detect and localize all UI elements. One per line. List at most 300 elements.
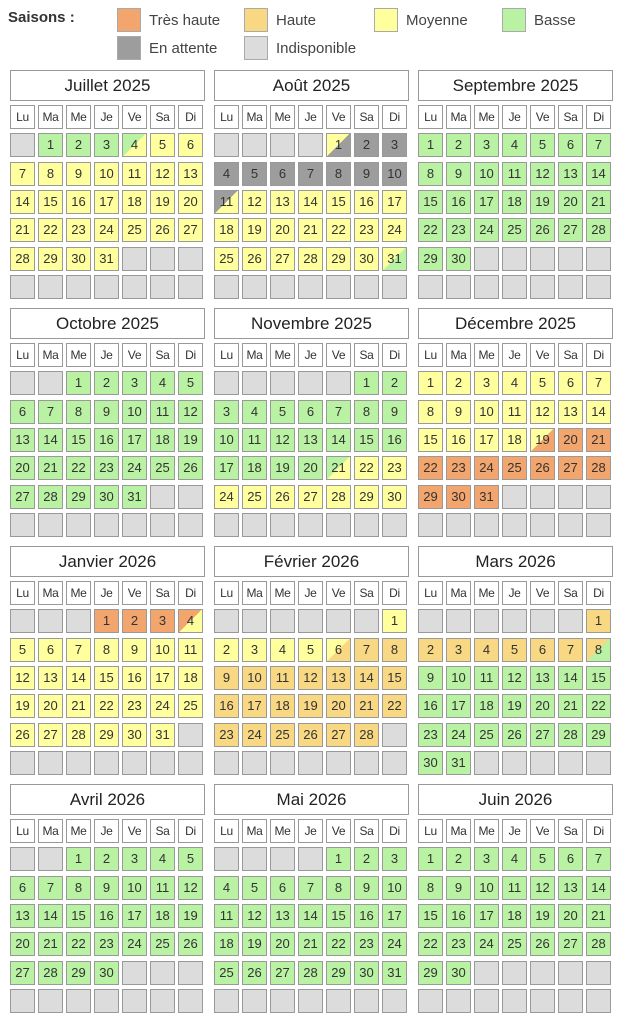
day-cell[interactable]: 21: [66, 694, 91, 718]
day-cell[interactable]: 15: [586, 666, 611, 690]
day-cell[interactable]: 6: [10, 876, 35, 900]
day-cell[interactable]: 17: [150, 666, 175, 690]
day-cell[interactable]: 14: [38, 904, 63, 928]
day-cell[interactable]: 20: [10, 932, 35, 956]
day-cell[interactable]: 18: [178, 666, 203, 690]
day-cell[interactable]: 21: [354, 694, 379, 718]
day-cell[interactable]: 15: [66, 428, 91, 452]
day-cell[interactable]: 15: [326, 904, 351, 928]
day-cell[interactable]: 13: [38, 666, 63, 690]
day-cell[interactable]: 8: [418, 876, 443, 900]
day-cell[interactable]: 8: [418, 400, 443, 424]
day-cell[interactable]: 13: [270, 190, 295, 214]
day-cell[interactable]: 5: [530, 847, 555, 871]
day-cell[interactable]: 29: [38, 247, 63, 271]
day-cell[interactable]: 10: [214, 428, 239, 452]
day-cell[interactable]: 15: [418, 190, 443, 214]
day-cell[interactable]: 23: [446, 932, 471, 956]
day-cell[interactable]: 19: [178, 428, 203, 452]
day-cell[interactable]: 27: [558, 218, 583, 242]
day-cell[interactable]: 30: [94, 485, 119, 509]
day-cell[interactable]: 14: [10, 190, 35, 214]
day-cell[interactable]: 27: [270, 247, 295, 271]
day-cell[interactable]: 19: [530, 190, 555, 214]
day-cell[interactable]: 11: [242, 428, 267, 452]
day-cell[interactable]: 27: [10, 961, 35, 985]
day-cell[interactable]: 12: [178, 876, 203, 900]
day-cell[interactable]: 22: [586, 694, 611, 718]
day-cell[interactable]: 18: [502, 428, 527, 452]
day-cell[interactable]: 9: [418, 666, 443, 690]
day-cell[interactable]: 5: [150, 133, 175, 157]
day-cell[interactable]: 1: [94, 609, 119, 633]
day-cell[interactable]: 5: [10, 638, 35, 662]
day-cell[interactable]: 6: [530, 638, 555, 662]
day-cell[interactable]: 17: [94, 190, 119, 214]
day-cell[interactable]: 5: [530, 371, 555, 395]
day-cell[interactable]: 19: [298, 694, 323, 718]
day-cell[interactable]: 18: [502, 190, 527, 214]
day-cell[interactable]: 16: [418, 694, 443, 718]
day-cell[interactable]: 3: [122, 371, 147, 395]
day-cell[interactable]: 29: [66, 485, 91, 509]
day-cell[interactable]: 22: [326, 932, 351, 956]
day-cell[interactable]: 14: [38, 428, 63, 452]
day-cell[interactable]: 11: [150, 400, 175, 424]
day-cell[interactable]: 9: [66, 162, 91, 186]
day-cell[interactable]: 6: [558, 847, 583, 871]
day-cell[interactable]: 18: [122, 190, 147, 214]
day-cell[interactable]: 25: [242, 485, 267, 509]
day-cell[interactable]: 4: [474, 638, 499, 662]
day-cell[interactable]: 22: [66, 932, 91, 956]
day-cell[interactable]: 19: [270, 456, 295, 480]
day-cell[interactable]: 28: [326, 485, 351, 509]
day-cell[interactable]: 2: [354, 847, 379, 871]
day-cell[interactable]: 9: [446, 162, 471, 186]
day-cell[interactable]: 11: [122, 162, 147, 186]
day-cell[interactable]: 4: [122, 133, 147, 157]
day-cell[interactable]: 11: [214, 904, 239, 928]
day-cell[interactable]: 28: [298, 961, 323, 985]
day-cell[interactable]: 30: [446, 961, 471, 985]
day-cell[interactable]: 22: [418, 218, 443, 242]
day-cell[interactable]: 25: [122, 218, 147, 242]
day-cell[interactable]: 26: [178, 932, 203, 956]
day-cell[interactable]: 29: [354, 485, 379, 509]
day-cell[interactable]: 26: [150, 218, 175, 242]
day-cell[interactable]: 15: [66, 904, 91, 928]
day-cell[interactable]: 27: [298, 485, 323, 509]
day-cell[interactable]: 22: [382, 694, 407, 718]
day-cell[interactable]: 4: [150, 847, 175, 871]
day-cell[interactable]: 12: [242, 904, 267, 928]
day-cell[interactable]: 26: [178, 456, 203, 480]
day-cell[interactable]: 11: [474, 666, 499, 690]
day-cell[interactable]: 9: [354, 162, 379, 186]
day-cell[interactable]: 14: [298, 904, 323, 928]
day-cell[interactable]: 10: [122, 400, 147, 424]
day-cell[interactable]: 26: [530, 218, 555, 242]
day-cell[interactable]: 17: [474, 190, 499, 214]
day-cell[interactable]: 6: [270, 876, 295, 900]
day-cell[interactable]: 31: [122, 485, 147, 509]
day-cell[interactable]: 30: [94, 961, 119, 985]
day-cell[interactable]: 12: [242, 190, 267, 214]
day-cell[interactable]: 13: [10, 428, 35, 452]
day-cell[interactable]: 13: [558, 162, 583, 186]
day-cell[interactable]: 31: [382, 961, 407, 985]
day-cell[interactable]: 2: [382, 371, 407, 395]
day-cell[interactable]: 5: [178, 371, 203, 395]
day-cell[interactable]: 7: [354, 638, 379, 662]
day-cell[interactable]: 17: [474, 904, 499, 928]
day-cell[interactable]: 14: [586, 876, 611, 900]
day-cell[interactable]: 29: [326, 961, 351, 985]
day-cell[interactable]: 20: [10, 456, 35, 480]
day-cell[interactable]: 11: [502, 162, 527, 186]
day-cell[interactable]: 12: [530, 876, 555, 900]
day-cell[interactable]: 14: [326, 428, 351, 452]
day-cell[interactable]: 10: [94, 162, 119, 186]
day-cell[interactable]: 10: [150, 638, 175, 662]
day-cell[interactable]: 25: [502, 932, 527, 956]
day-cell[interactable]: 7: [38, 876, 63, 900]
day-cell[interactable]: 25: [502, 456, 527, 480]
day-cell[interactable]: 27: [270, 961, 295, 985]
day-cell[interactable]: 3: [474, 133, 499, 157]
day-cell[interactable]: 26: [10, 723, 35, 747]
day-cell[interactable]: 17: [122, 904, 147, 928]
day-cell[interactable]: 27: [558, 932, 583, 956]
day-cell[interactable]: 9: [122, 638, 147, 662]
day-cell[interactable]: 4: [242, 400, 267, 424]
day-cell[interactable]: 23: [66, 218, 91, 242]
day-cell[interactable]: 3: [150, 609, 175, 633]
day-cell[interactable]: 6: [270, 162, 295, 186]
day-cell[interactable]: 24: [474, 932, 499, 956]
day-cell[interactable]: 14: [586, 162, 611, 186]
day-cell[interactable]: 22: [38, 218, 63, 242]
day-cell[interactable]: 8: [38, 162, 63, 186]
day-cell[interactable]: 10: [474, 400, 499, 424]
day-cell[interactable]: 30: [122, 723, 147, 747]
day-cell[interactable]: 4: [150, 371, 175, 395]
day-cell[interactable]: 18: [242, 456, 267, 480]
day-cell[interactable]: 20: [530, 694, 555, 718]
day-cell[interactable]: 25: [178, 694, 203, 718]
day-cell[interactable]: 11: [214, 190, 239, 214]
day-cell[interactable]: 12: [530, 400, 555, 424]
day-cell[interactable]: 16: [94, 904, 119, 928]
day-cell[interactable]: 16: [446, 428, 471, 452]
day-cell[interactable]: 16: [94, 428, 119, 452]
day-cell[interactable]: 12: [270, 428, 295, 452]
day-cell[interactable]: 5: [502, 638, 527, 662]
day-cell[interactable]: 8: [354, 400, 379, 424]
day-cell[interactable]: 26: [242, 247, 267, 271]
day-cell[interactable]: 9: [214, 666, 239, 690]
day-cell[interactable]: 17: [382, 190, 407, 214]
day-cell[interactable]: 21: [10, 218, 35, 242]
day-cell[interactable]: 10: [242, 666, 267, 690]
day-cell[interactable]: 1: [418, 847, 443, 871]
day-cell[interactable]: 1: [586, 609, 611, 633]
day-cell[interactable]: 16: [354, 904, 379, 928]
day-cell[interactable]: 6: [326, 638, 351, 662]
day-cell[interactable]: 31: [474, 485, 499, 509]
day-cell[interactable]: 19: [150, 190, 175, 214]
day-cell[interactable]: 22: [418, 456, 443, 480]
day-cell[interactable]: 2: [66, 133, 91, 157]
day-cell[interactable]: 8: [66, 876, 91, 900]
day-cell[interactable]: 14: [298, 190, 323, 214]
day-cell[interactable]: 18: [214, 932, 239, 956]
day-cell[interactable]: 15: [382, 666, 407, 690]
day-cell[interactable]: 15: [38, 190, 63, 214]
day-cell[interactable]: 16: [446, 904, 471, 928]
day-cell[interactable]: 4: [502, 371, 527, 395]
day-cell[interactable]: 5: [530, 133, 555, 157]
day-cell[interactable]: 12: [150, 162, 175, 186]
day-cell[interactable]: 7: [66, 638, 91, 662]
day-cell[interactable]: 21: [38, 456, 63, 480]
day-cell[interactable]: 20: [558, 190, 583, 214]
day-cell[interactable]: 11: [502, 876, 527, 900]
day-cell[interactable]: 9: [382, 400, 407, 424]
day-cell[interactable]: 2: [446, 847, 471, 871]
day-cell[interactable]: 7: [586, 847, 611, 871]
day-cell[interactable]: 17: [446, 694, 471, 718]
day-cell[interactable]: 8: [382, 638, 407, 662]
day-cell[interactable]: 3: [382, 847, 407, 871]
day-cell[interactable]: 6: [298, 400, 323, 424]
day-cell[interactable]: 18: [474, 694, 499, 718]
day-cell[interactable]: 22: [94, 694, 119, 718]
day-cell[interactable]: 28: [586, 932, 611, 956]
day-cell[interactable]: 13: [298, 428, 323, 452]
day-cell[interactable]: 25: [150, 932, 175, 956]
day-cell[interactable]: 26: [242, 961, 267, 985]
day-cell[interactable]: 13: [270, 904, 295, 928]
day-cell[interactable]: 23: [214, 723, 239, 747]
day-cell[interactable]: 3: [94, 133, 119, 157]
day-cell[interactable]: 21: [586, 190, 611, 214]
day-cell[interactable]: 27: [530, 723, 555, 747]
day-cell[interactable]: 24: [474, 456, 499, 480]
day-cell[interactable]: 26: [270, 485, 295, 509]
day-cell[interactable]: 3: [474, 847, 499, 871]
day-cell[interactable]: 25: [502, 218, 527, 242]
day-cell[interactable]: 11: [150, 876, 175, 900]
day-cell[interactable]: 20: [270, 932, 295, 956]
day-cell[interactable]: 16: [214, 694, 239, 718]
day-cell[interactable]: 25: [214, 247, 239, 271]
day-cell[interactable]: 15: [354, 428, 379, 452]
day-cell[interactable]: 12: [502, 666, 527, 690]
day-cell[interactable]: 26: [530, 456, 555, 480]
day-cell[interactable]: 24: [214, 485, 239, 509]
day-cell[interactable]: 5: [178, 847, 203, 871]
day-cell[interactable]: 31: [94, 247, 119, 271]
day-cell[interactable]: 23: [418, 723, 443, 747]
day-cell[interactable]: 21: [298, 218, 323, 242]
day-cell[interactable]: 29: [418, 485, 443, 509]
day-cell[interactable]: 12: [178, 400, 203, 424]
day-cell[interactable]: 3: [474, 371, 499, 395]
day-cell[interactable]: 24: [382, 218, 407, 242]
day-cell[interactable]: 26: [298, 723, 323, 747]
day-cell[interactable]: 20: [298, 456, 323, 480]
day-cell[interactable]: 23: [354, 932, 379, 956]
day-cell[interactable]: 16: [122, 666, 147, 690]
day-cell[interactable]: 25: [474, 723, 499, 747]
day-cell[interactable]: 25: [150, 456, 175, 480]
day-cell[interactable]: 27: [38, 723, 63, 747]
day-cell[interactable]: 7: [326, 400, 351, 424]
day-cell[interactable]: 8: [326, 162, 351, 186]
day-cell[interactable]: 31: [446, 751, 471, 775]
day-cell[interactable]: 18: [502, 904, 527, 928]
day-cell[interactable]: 17: [122, 428, 147, 452]
day-cell[interactable]: 28: [586, 218, 611, 242]
day-cell[interactable]: 20: [178, 190, 203, 214]
day-cell[interactable]: 13: [10, 904, 35, 928]
day-cell[interactable]: 29: [94, 723, 119, 747]
day-cell[interactable]: 28: [66, 723, 91, 747]
day-cell[interactable]: 7: [586, 133, 611, 157]
day-cell[interactable]: 7: [38, 400, 63, 424]
day-cell[interactable]: 12: [530, 162, 555, 186]
day-cell[interactable]: 23: [94, 932, 119, 956]
day-cell[interactable]: 26: [530, 932, 555, 956]
day-cell[interactable]: 14: [558, 666, 583, 690]
day-cell[interactable]: 4: [178, 609, 203, 633]
day-cell[interactable]: 3: [122, 847, 147, 871]
day-cell[interactable]: 30: [66, 247, 91, 271]
day-cell[interactable]: 29: [586, 723, 611, 747]
day-cell[interactable]: 30: [446, 485, 471, 509]
day-cell[interactable]: 8: [418, 162, 443, 186]
day-cell[interactable]: 1: [382, 609, 407, 633]
day-cell[interactable]: 17: [382, 904, 407, 928]
day-cell[interactable]: 22: [66, 456, 91, 480]
day-cell[interactable]: 22: [326, 218, 351, 242]
day-cell[interactable]: 1: [326, 847, 351, 871]
day-cell[interactable]: 25: [270, 723, 295, 747]
day-cell[interactable]: 4: [502, 847, 527, 871]
day-cell[interactable]: 28: [354, 723, 379, 747]
day-cell[interactable]: 24: [150, 694, 175, 718]
day-cell[interactable]: 3: [214, 400, 239, 424]
day-cell[interactable]: 3: [382, 133, 407, 157]
day-cell[interactable]: 9: [354, 876, 379, 900]
day-cell[interactable]: 19: [242, 932, 267, 956]
day-cell[interactable]: 16: [66, 190, 91, 214]
day-cell[interactable]: 1: [66, 847, 91, 871]
day-cell[interactable]: 20: [38, 694, 63, 718]
day-cell[interactable]: 7: [10, 162, 35, 186]
day-cell[interactable]: 12: [298, 666, 323, 690]
day-cell[interactable]: 2: [446, 371, 471, 395]
day-cell[interactable]: 18: [150, 904, 175, 928]
day-cell[interactable]: 24: [122, 456, 147, 480]
day-cell[interactable]: 30: [418, 751, 443, 775]
day-cell[interactable]: 20: [558, 428, 583, 452]
day-cell[interactable]: 3: [446, 638, 471, 662]
day-cell[interactable]: 29: [326, 247, 351, 271]
day-cell[interactable]: 9: [446, 400, 471, 424]
day-cell[interactable]: 12: [10, 666, 35, 690]
day-cell[interactable]: 3: [242, 638, 267, 662]
day-cell[interactable]: 11: [502, 400, 527, 424]
day-cell[interactable]: 29: [66, 961, 91, 985]
day-cell[interactable]: 8: [586, 638, 611, 662]
day-cell[interactable]: 30: [446, 247, 471, 271]
day-cell[interactable]: 21: [586, 428, 611, 452]
day-cell[interactable]: 29: [418, 961, 443, 985]
day-cell[interactable]: 21: [38, 932, 63, 956]
day-cell[interactable]: 13: [326, 666, 351, 690]
day-cell[interactable]: 21: [558, 694, 583, 718]
day-cell[interactable]: 27: [10, 485, 35, 509]
day-cell[interactable]: 26: [502, 723, 527, 747]
day-cell[interactable]: 15: [418, 904, 443, 928]
day-cell[interactable]: 6: [38, 638, 63, 662]
day-cell[interactable]: 19: [530, 904, 555, 928]
day-cell[interactable]: 7: [298, 162, 323, 186]
day-cell[interactable]: 9: [446, 876, 471, 900]
day-cell[interactable]: 10: [122, 876, 147, 900]
day-cell[interactable]: 16: [446, 190, 471, 214]
day-cell[interactable]: 28: [298, 247, 323, 271]
day-cell[interactable]: 20: [558, 904, 583, 928]
day-cell[interactable]: 19: [530, 428, 555, 452]
day-cell[interactable]: 2: [122, 609, 147, 633]
day-cell[interactable]: 27: [558, 456, 583, 480]
day-cell[interactable]: 24: [382, 932, 407, 956]
day-cell[interactable]: 8: [326, 876, 351, 900]
day-cell[interactable]: 11: [270, 666, 295, 690]
day-cell[interactable]: 8: [94, 638, 119, 662]
day-cell[interactable]: 9: [94, 400, 119, 424]
day-cell[interactable]: 18: [270, 694, 295, 718]
day-cell[interactable]: 1: [66, 371, 91, 395]
day-cell[interactable]: 2: [418, 638, 443, 662]
day-cell[interactable]: 2: [214, 638, 239, 662]
day-cell[interactable]: 30: [354, 961, 379, 985]
day-cell[interactable]: 10: [446, 666, 471, 690]
day-cell[interactable]: 20: [270, 218, 295, 242]
day-cell[interactable]: 6: [558, 133, 583, 157]
day-cell[interactable]: 23: [354, 218, 379, 242]
day-cell[interactable]: 22: [418, 932, 443, 956]
day-cell[interactable]: 1: [326, 133, 351, 157]
day-cell[interactable]: 13: [558, 876, 583, 900]
day-cell[interactable]: 5: [242, 162, 267, 186]
day-cell[interactable]: 14: [354, 666, 379, 690]
day-cell[interactable]: 15: [326, 190, 351, 214]
day-cell[interactable]: 10: [474, 162, 499, 186]
day-cell[interactable]: 19: [502, 694, 527, 718]
day-cell[interactable]: 18: [214, 218, 239, 242]
day-cell[interactable]: 27: [326, 723, 351, 747]
day-cell[interactable]: 29: [418, 247, 443, 271]
day-cell[interactable]: 6: [558, 371, 583, 395]
day-cell[interactable]: 13: [530, 666, 555, 690]
day-cell[interactable]: 19: [178, 904, 203, 928]
day-cell[interactable]: 21: [326, 456, 351, 480]
